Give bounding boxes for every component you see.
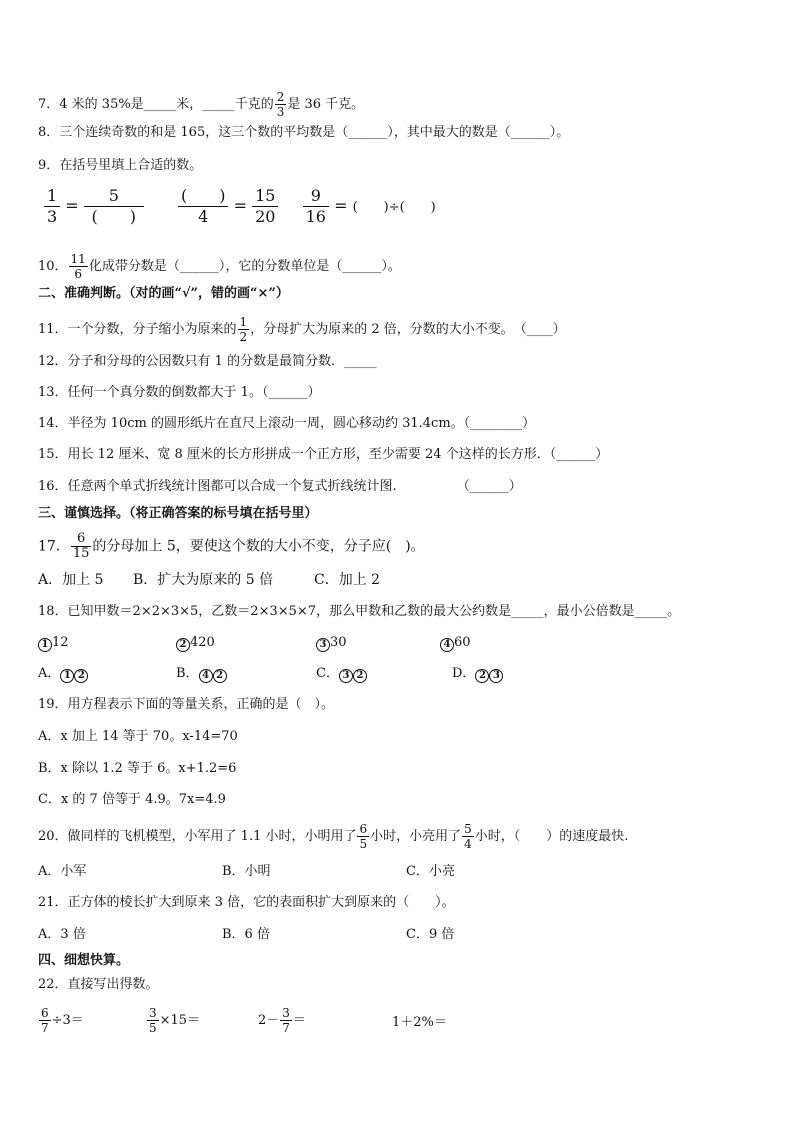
- q21-option-b[interactable]: B．6 倍: [222, 927, 270, 942]
- division-blank[interactable]: ( )÷( ): [352, 200, 436, 215]
- answer-blank[interactable]: _____: [202, 97, 235, 112]
- fraction: $\frac{2}{3}$: [276, 90, 285, 119]
- fraction: $\frac{11}{6}$: [70, 252, 86, 281]
- calc-item-1: $\frac{6}{7}$ ÷3＝: [41, 1006, 84, 1035]
- section-3-heading: 三、谨慎选择。（将正确答案的标号填在括号里）: [38, 506, 318, 521]
- q18-option-b[interactable]: B． 4 2: [176, 665, 227, 683]
- section-2-heading: 二、准确判断。（对的画“√”，错的画“×”）: [38, 286, 289, 301]
- q18-item-1: 1 12: [38, 634, 69, 652]
- question-15: 15．用长 12 厘米、宽 8 厘米的长方形拼成一个正方形，至少需要 24 个这样的长方形．（______）: [38, 447, 609, 462]
- q18-option-c[interactable]: C． 3 2: [316, 665, 367, 683]
- fraction: $\frac{6}{7}$: [41, 1006, 49, 1035]
- fraction: $\frac{3}{5}$: [149, 1006, 157, 1035]
- q20-option-a[interactable]: A．小军: [38, 864, 87, 879]
- fraction: $\frac{3}{7}$: [282, 1006, 290, 1035]
- question-21: 21．正方体的棱长扩大到原来 3 倍，它的表面积扩大到原来的（ ）。: [38, 895, 455, 910]
- q18-option-a[interactable]: A． 1 2: [38, 665, 88, 683]
- fraction-blank[interactable]: ( ) 4: [178, 186, 229, 227]
- q17-option-a[interactable]: A．加上 5: [38, 572, 104, 588]
- q21-option-c[interactable]: C．9 倍: [406, 927, 455, 942]
- q18-item-3: 3 30: [316, 634, 347, 652]
- fraction: $\frac{1}{3}$: [44, 186, 60, 227]
- question-14: 14．半径为 10cm 的圆形纸片在直尺上滚动一周，圆心移动约 31.4cm。（________）: [38, 416, 536, 431]
- fraction: $\frac{15}{20}$: [252, 186, 278, 227]
- q21-option-a[interactable]: A．3 倍: [38, 927, 86, 942]
- question-16: 16．任意两个单式折线统计图都可以合成一个复式折线统计图. （______）: [38, 479, 522, 494]
- calc-item-2: $\frac{3}{5}$ ×15＝: [149, 1006, 201, 1035]
- question-9-fractions: $\frac{1}{3}$ = 5 ( ) ( ) 4 = $\frac{15}{20}$ $\frac{9}{16}$ = ( )÷( ): [44, 186, 436, 227]
- q18-item-4: 4 60: [440, 634, 471, 652]
- q19-option-a[interactable]: A．x 加上 14 等于 70。x-14=70: [38, 729, 238, 744]
- fraction: $\frac{6}{5}$: [359, 822, 368, 851]
- section-4-heading: 四、细想快算。: [38, 953, 130, 968]
- q20-option-b[interactable]: B．小明: [222, 864, 271, 879]
- q18-option-d[interactable]: D． 2 3: [452, 665, 503, 683]
- answer-blank[interactable]: _____: [143, 97, 177, 112]
- question-20: 20．做同样的飞机模型，小军用了 1.1 小时，小明用了 $\frac{6}{5}$ 小时，小亮用了 $\frac{5}{4}$ 小时，（ ）的速度最快.: [38, 822, 629, 851]
- question-12: 12．分子和分母的公因数只有 1 的分数是最简分数．_____: [38, 354, 377, 369]
- q17-option-c[interactable]: C．加上 2: [314, 572, 381, 588]
- q18-item-2: 2 420: [176, 634, 215, 652]
- calc-item-3: 2－ $\frac{3}{7}$ ＝: [258, 1006, 306, 1035]
- calc-item-4: 1＋2%＝: [392, 1015, 447, 1030]
- q19-option-c[interactable]: C．x 的 7 倍等于 4.9。7x=4.9: [38, 792, 226, 807]
- question-17: 17． $\frac{6}{15}$ 的分母加上 5，要使这个数的大小不变，分子应( )。: [38, 531, 425, 561]
- question-8: 8．三个连续奇数的和是 165，这三个数的平均数是（______），其中最大的数是（______）。: [38, 125, 570, 140]
- question-10: 10． $\frac{11}{6}$ 化成带分数是（______），它的分数单位是（______）。: [38, 252, 401, 281]
- q19-option-b[interactable]: B．x 除以 1.2 等于 6。x+1.2=6: [38, 761, 237, 776]
- question-18: 18．已知甲数＝2×2×3×5，乙数＝2×3×5×7，那么甲数和乙数的最大公约数是_____，最小公倍数是_____。: [38, 604, 681, 619]
- fraction: $\frac{6}{15}$: [72, 531, 90, 561]
- fraction: $\frac{9}{16}$: [303, 186, 329, 227]
- question-22: 22．直接写出得数。: [38, 977, 159, 992]
- question-19: 19．用方程表示下面的等量关系，正确的是（ ）。: [38, 697, 335, 712]
- fraction: $\frac{5}{4}$: [464, 822, 472, 851]
- fraction-blank[interactable]: 5 ( ): [84, 186, 144, 227]
- question-7: 7．4 米的 35%是_____米，_____千克的 $\frac{2}{3}$ 是 36 千克。: [38, 90, 365, 119]
- question-13: 13．任何一个真分数的倒数都大于 1。（______）: [38, 385, 321, 400]
- q20-option-c[interactable]: C．小亮: [406, 864, 455, 879]
- question-9: 9．在括号里填上合适的数。: [38, 158, 203, 173]
- question-11: 11．一个分数，分子缩小为原来的 $\frac{1}{2}$ ，分母扩大为原来的 2 倍，分数的大小不变。 （____）: [38, 315, 566, 344]
- q17-option-b[interactable]: B．扩大为原来的 5 倍: [133, 572, 274, 588]
- fraction: $\frac{1}{2}$: [239, 315, 248, 344]
